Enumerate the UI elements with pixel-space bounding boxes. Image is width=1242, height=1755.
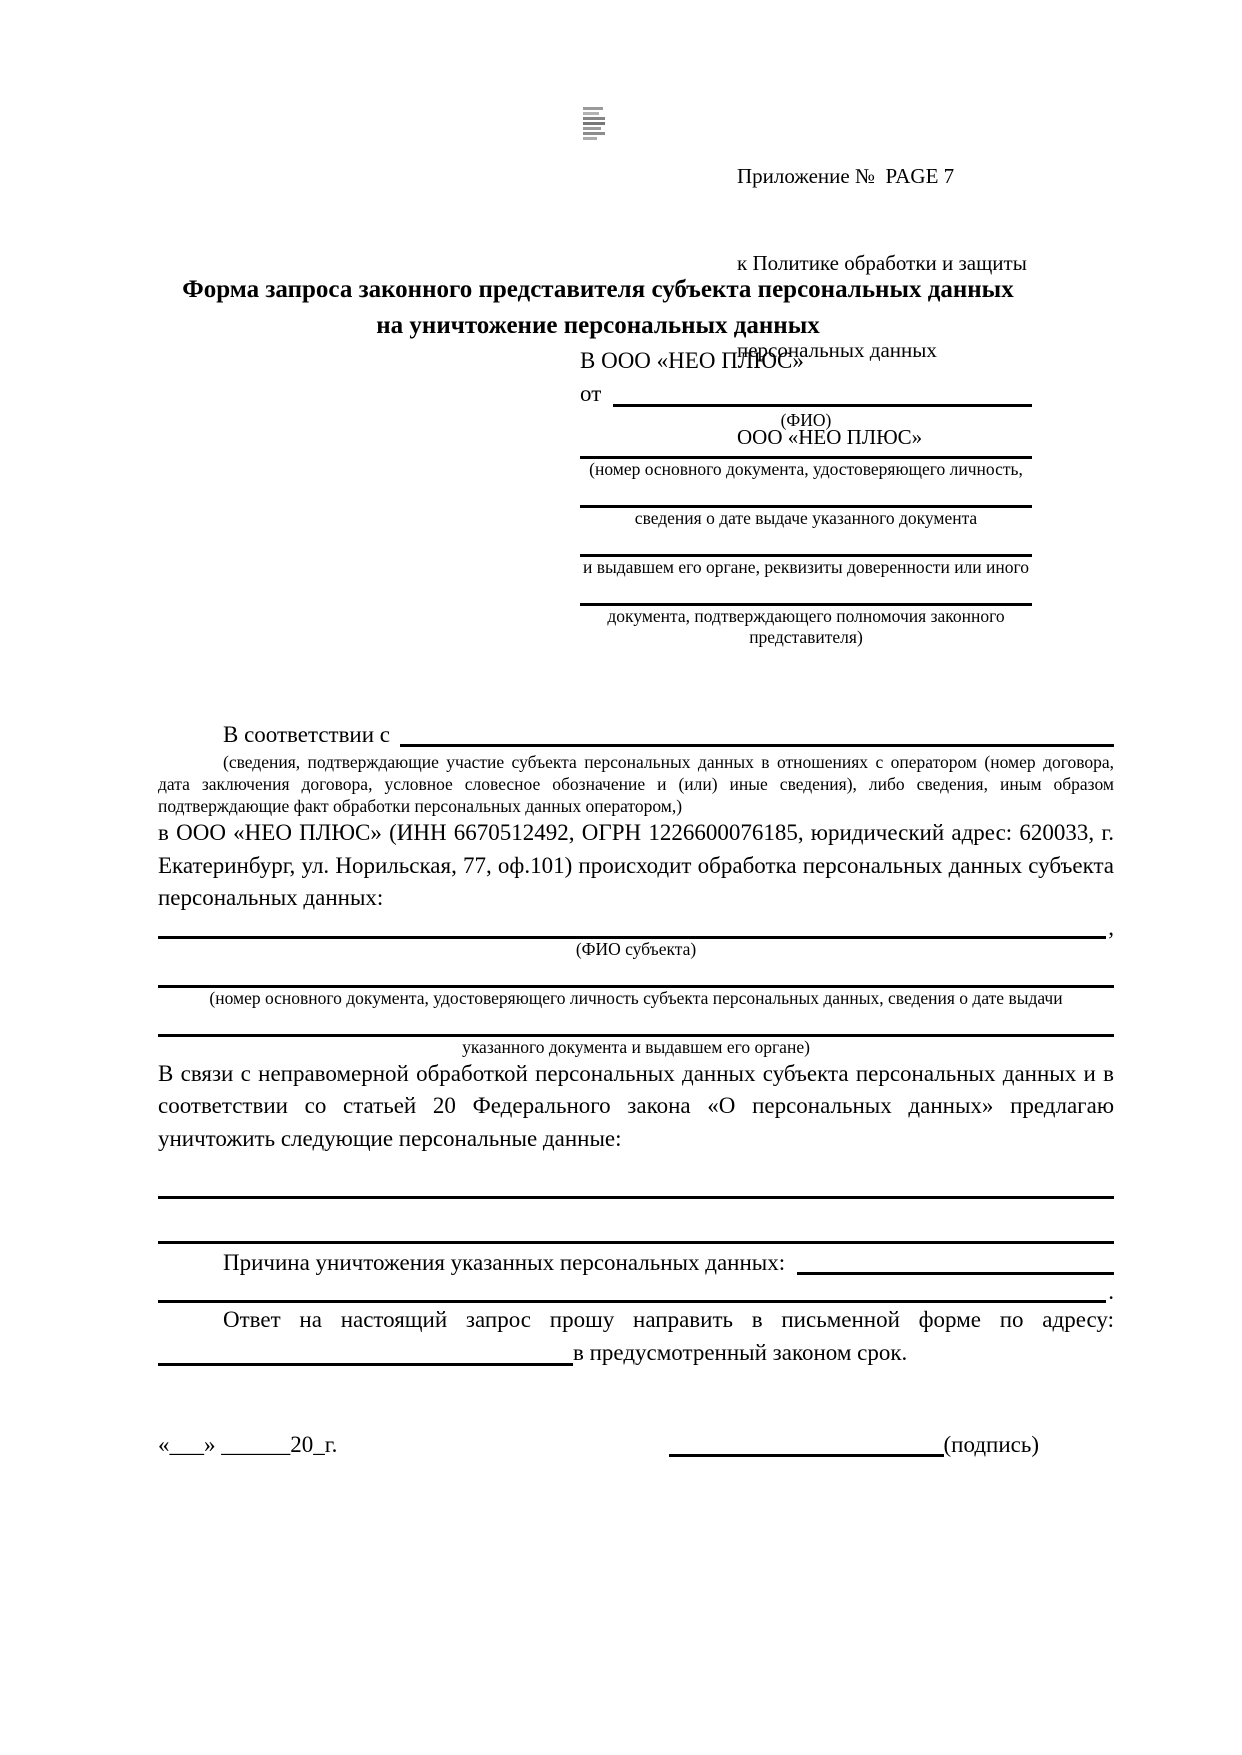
reason-blank-2[interactable] bbox=[158, 1278, 1106, 1303]
subject-fio-row bbox=[158, 915, 1114, 939]
representative-doc-blank-3[interactable] bbox=[580, 529, 1032, 557]
reason-label: Причина уничтожения указанных персональных данных: bbox=[223, 1250, 786, 1275]
destroy-paragraph: В связи с неправомерной обработкой персональных данных субъекта персональных данных и в соответствии со статьей 20 Федерального закона «О персональных данных» предлагаю уничтожить следующие персональные данные: bbox=[158, 1060, 1114, 1151]
accordance-fine-print: (сведения, подтверждающие участие субъекта персональных данных в отношениях с оператором (номер договора, дата заключения договора, условное словесное обозначение и (или) иные сведения), либо сведения, иным образом подтверждающие факт обработки персональных данных оператором,) bbox=[158, 752, 1114, 816]
signature-blank[interactable] bbox=[669, 1428, 944, 1457]
title-line-2: на уничтожение персональных данных bbox=[376, 312, 820, 339]
reason-suffix: . bbox=[1108, 1279, 1114, 1304]
signature-row bbox=[158, 1428, 1114, 1461]
appendix-number-line: Приложение № PAGE 7 bbox=[737, 164, 955, 188]
signature-caption: (подпись) bbox=[943, 1432, 1039, 1457]
reason-continuation-row bbox=[158, 1279, 1114, 1303]
data-to-destroy-blank-2[interactable] bbox=[158, 1199, 1114, 1244]
accordance-label: В соответствии с bbox=[223, 722, 391, 747]
title-line-1: Форма запроса законного представителя субъекта персональных данных bbox=[182, 276, 1014, 303]
representative-doc-blank-4[interactable] bbox=[580, 578, 1032, 606]
policy-line-2: персональных данных bbox=[737, 338, 937, 362]
policy-line-1: к Политике обработки и защиты bbox=[737, 251, 1027, 275]
reply-term-row bbox=[158, 1336, 1114, 1370]
appendix-block bbox=[737, 104, 1027, 510]
signature-group bbox=[669, 1428, 1039, 1461]
company-name: ООО «НЕО ПЛЮС» bbox=[737, 425, 923, 449]
date-line: «___» ______20_г. bbox=[158, 1432, 338, 1457]
reason-blank-1[interactable] bbox=[797, 1246, 1114, 1275]
accordance-row bbox=[158, 718, 1114, 751]
data-to-destroy-blank-1[interactable] bbox=[158, 1171, 1114, 1199]
subject-doc-blank-1[interactable] bbox=[158, 960, 1114, 988]
subject-doc-blank-2[interactable] bbox=[158, 1009, 1114, 1037]
subject-fio-suffix: , bbox=[1108, 914, 1114, 940]
operator-paragraph: в ООО «НЕО ПЛЮС» (ИНН 6670512492, ОГРН 1226600076185, юридический адрес: 620033, г. Екатеринбург, ул. Норильская, 77, оф.101) происходит обработка персональных данных субъекта персональных данных: bbox=[158, 820, 1114, 910]
doc-caption-4: документа, подтверждающего полномочия законного представителя) bbox=[607, 606, 1005, 647]
subject-doc-caption-2: указанного документа и выдавшем его органе) bbox=[462, 1036, 810, 1057]
reply-term-text: в предусмотренный законом срок. bbox=[573, 1340, 908, 1365]
addressee-company: В ООО «НЕО ПЛЮС» bbox=[580, 348, 804, 373]
doc-caption-3: и выдавшем его органе, реквизиты доверенности или иного bbox=[582, 557, 1030, 577]
embedded-object-lines-icon bbox=[583, 106, 605, 144]
reply-address-line: Ответ на настоящий запрос прошу направить в письменной форме по адресу: bbox=[223, 1307, 1114, 1332]
reply-address-blank[interactable] bbox=[158, 1336, 573, 1366]
subject-fio-blank[interactable] bbox=[158, 914, 1106, 939]
fio-caption: (ФИО) bbox=[780, 410, 832, 430]
doc-caption-1: (номер основного документа, удостоверяющего личность, bbox=[589, 459, 1023, 479]
subject-doc-caption-1: (номер основного документа, удостоверяющего личность субъекта персональных данных, сведения о дате выдачи bbox=[209, 987, 1063, 1008]
subject-fio-caption: (ФИО субъекта) bbox=[575, 938, 697, 959]
reason-row bbox=[158, 1246, 1114, 1279]
accordance-blank[interactable] bbox=[400, 718, 1114, 747]
doc-caption-2: сведения о дате выдаче указанного документа bbox=[634, 508, 978, 528]
from-label: от bbox=[580, 381, 602, 406]
document-body bbox=[158, 718, 1114, 1461]
